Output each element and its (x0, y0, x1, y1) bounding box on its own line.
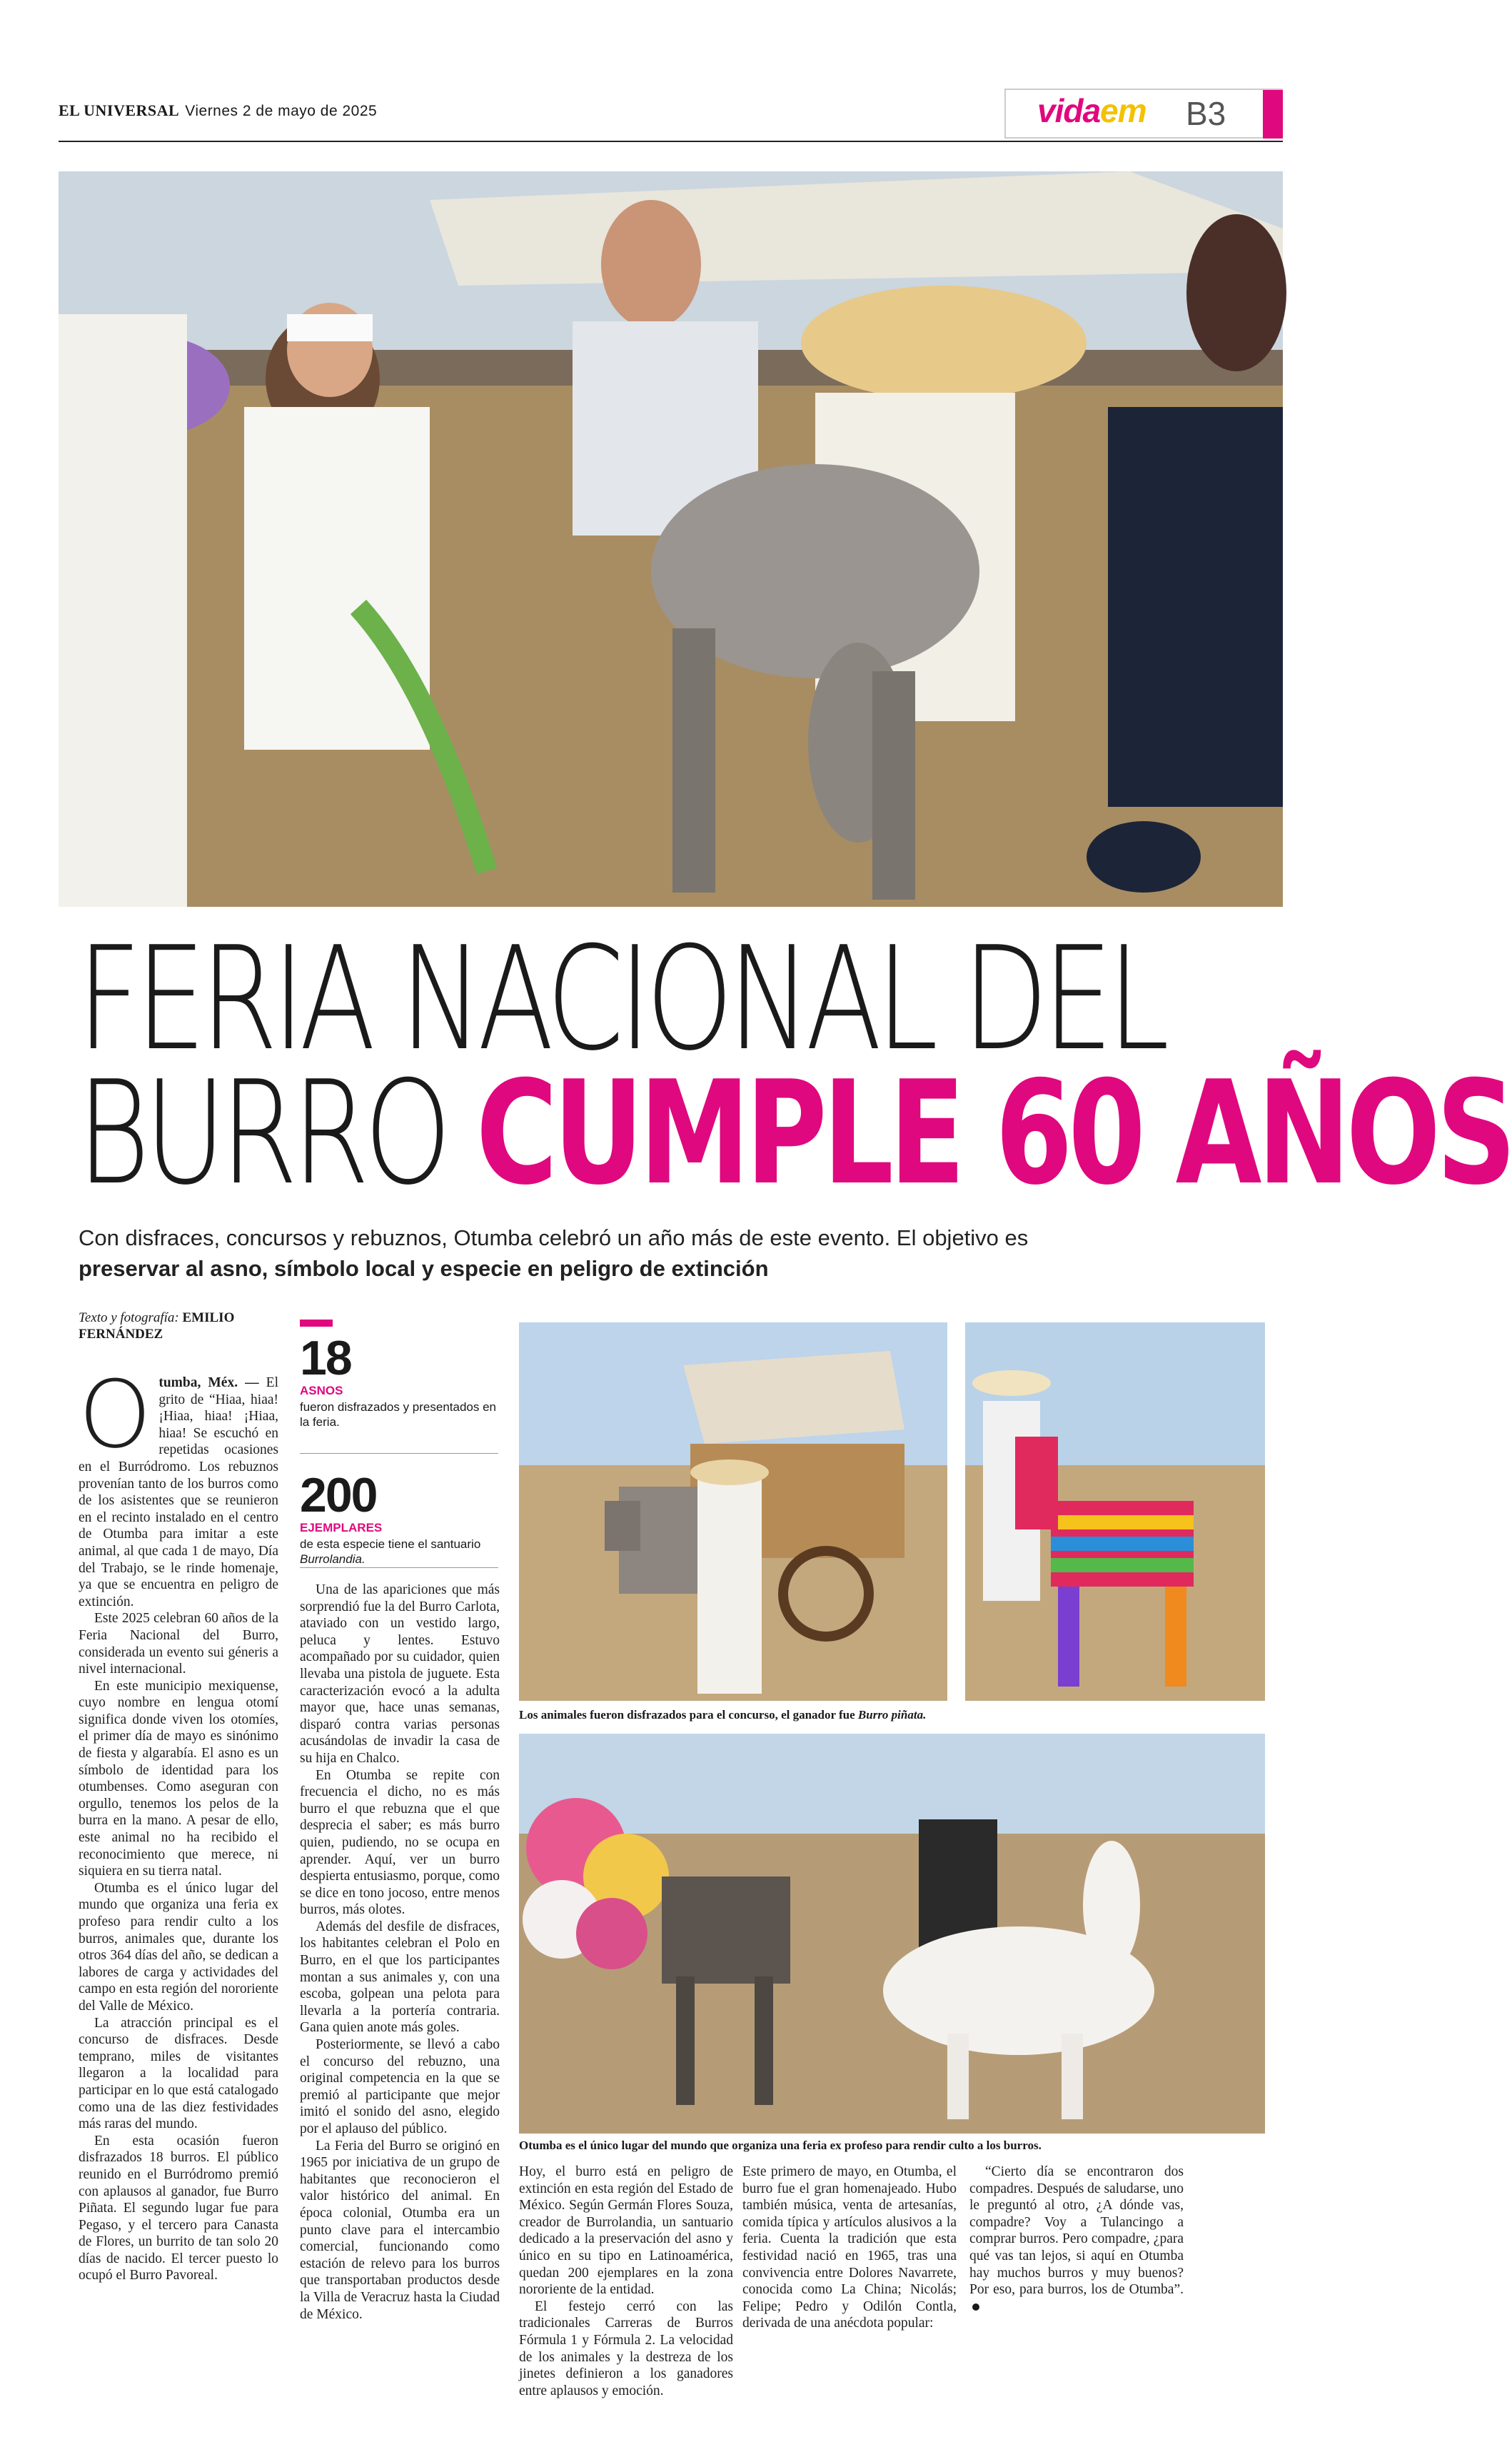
article-text: “Cierto día se encontraron dos compadres. Después de saludarse, uno le preguntó al otro, ¿A dónde vas, compadre? Voy a Tulancingo a comprar burros. Pero compadre, ¿para qué vas tan lejos, si aquí en Otumba hay muchos burros y muy buenos? Por eso, para burros, los de Otumba”. (969, 2164, 1184, 2298)
headline-highlight: CUMPLE 60 AÑOS (475, 1050, 1512, 1217)
article-paragraph: En este municipio mexiquense, cuyo nombre en lengua otomí significa donde viven los otomíes, el primer día de mayo es sinónimo de fiesta y algarabía. El asno es un símbolo de identidad para los otumbenses. Como aseguran con orgullo, tenemos los pelos de la burra en la mano. A pesar de ello, este animal no ha recibido el reconocimiento que merece, ni siquiera en su tierra natal. (79, 1678, 278, 1879)
section-color-tab (1263, 90, 1283, 139)
byline (79, 1310, 293, 1343)
hero-photo (59, 171, 1283, 907)
section-tag (1004, 89, 1283, 139)
byline-label: Texto y fotografía: (79, 1310, 179, 1325)
end-mark (972, 2303, 979, 2311)
section-name (1037, 91, 1146, 130)
article-column-5 (969, 2164, 1184, 2406)
article-column-2 (300, 1582, 500, 2353)
deck-bold: preservar al asno, símbolo local y especie en peligro de extinción (79, 1256, 769, 1282)
article-text: El grito de “Hiaa, hiaa! ¡Hiaa, hiaa! ¡Hiaa, hiaa! Se escuchó en repetidas ocasiones en el Burródromo. Los rebuznos provenían tanto de los burros como de los asistentes que se reunieron en el recinto instalado en el centro de Otumba para imitar a este animal, al que cada 1 de mayo, Día del Trabajo, se le rinde homenaje, ya que se encuentra en peligro de extinción. (79, 1375, 278, 1609)
headline-plain: BURRO (77, 1050, 446, 1217)
article-paragraph: Una de las apariciones que más sorprendió fue la del Burro Carlota, ataviado con un vestido largo, peluca y lentes. Estuvo acompañado por su cuidador, quien llevaba una pistola de juguete. Esta caracterización evocó a la adulta mayor que, hace unas semanas, disparó contra varias personas acusándolas de invadir la casa de su hija en Chalco. (300, 1582, 500, 1766)
caption-photo-2 (519, 1708, 1269, 1722)
byline-name: EMILIO FERNÁNDEZ (79, 1310, 235, 1342)
stat-label: EJEMPLARES (300, 1521, 383, 1534)
article-paragraph: Hoy, el burro está en peligro de extinción en esta región del Estado de México. Según Germán Flores Souza, creador de Burrolandia, un santuario dedicado a la preservación del asno y único en su tipo en Latinoamérica, quedan 200 ejemplares en la zona nororiente de la entidad. (519, 2164, 733, 2298)
article-column-4 (742, 2164, 957, 2406)
article-paragraph: La atracción principal es el concurso de disfraces. Desde temprano, miles de visitantes llegaron a la localidad para participar en lo que está catalogado como una de las diez festividades más raras del mundo. (79, 2015, 278, 2132)
stat-label: ASNOS (300, 1384, 343, 1397)
caption-text: Los animales fueron disfrazados para el concurso, el ganador fue (519, 1708, 855, 1722)
stat-divider (300, 1567, 498, 1568)
deck-plain: Con disfraces, concursos y rebuznos, Otumba celebró un año más de este evento. El objetivo es (79, 1225, 1029, 1250)
stat-divider (300, 1453, 498, 1454)
headline-line-1: FERIA NACIONAL DEL (77, 916, 1164, 1082)
article-dateline: tumba, Méx. — (158, 1375, 259, 1390)
issue-date: Viernes 2 de mayo de 2025 (185, 103, 378, 119)
article-paragraph: El festejo cerró con las tradicionales Carreras de Burros Fórmula 1 y Fórmula 2. La velocidad de los animales y la destreza de los jinetes definieron a los ganadores entre aplausos y emoción. (519, 2298, 733, 2398)
stat-ejemplares (300, 1468, 500, 1567)
stat-text (300, 1537, 500, 1567)
headline (77, 916, 1512, 1217)
caption-photo-3: Otumba es el único lugar del mundo que organiza una feria ex profeso para rendir culto a los burros. (519, 2139, 1042, 2152)
article-paragraph: Este 2025 celebran 60 años de la Feria Nacional del Burro, considerada un evento sui géneris a nivel internacional. (79, 1611, 278, 1677)
article-column-3 (519, 2164, 733, 2406)
section-name-b: em (1100, 92, 1146, 129)
photo-flower-illustration (519, 1734, 1265, 2134)
article-column-1 (79, 1360, 278, 2353)
photo-pinata-donkey (965, 1322, 1265, 1701)
stat-asnos (300, 1320, 500, 1430)
page-number: B3 (1186, 95, 1226, 132)
hero-photo-illustration (59, 171, 1283, 907)
article-paragraph (79, 1360, 278, 1610)
article-paragraph: La Feria del Burro se originó en 1965 por iniciativa de un grupo de habitantes que reconocieron el valor histórico del animal. En época colonial, Otumba era un punto clave para el intercambio comercial, funcionando como estación de relevo para los burros que transportaban productos desde la Villa de Veracruz hasta la Ciudad de México. (300, 2138, 500, 2322)
section-name-a: vida (1037, 92, 1101, 129)
headline-line-2 (77, 1050, 1512, 1217)
paper-name: EL UNIVERSAL (59, 101, 180, 119)
photo-cart-illustration (519, 1322, 947, 1701)
article-paragraph: Posteriormente, se llevó a cabo el concurso del rebuzno, una original competencia en la que se premió al participante que mejor imitó el sonido del asno, elegido por el aplauso del público. (300, 2037, 500, 2136)
article-paragraph: En esta ocasión fueron disfrazados 18 burros. El público reunido en el Burródromo premió con aplausos al ganador, fue Burro Piñata. El segundo lugar fue para Pegaso, y el tercero para Canasta de Flores, un burrito de tan solo 20 días de nacido. El tercer puesto lo ocupó el Burro Pavoreal. (79, 2133, 278, 2283)
stat-text: fueron disfrazados y presentados en la feria. (300, 1400, 497, 1429)
masthead (59, 101, 377, 120)
stat-accent-bar (300, 1320, 333, 1327)
photo-cart-donkey (519, 1322, 947, 1701)
article-paragraph: Otumba es el único lugar del mundo que organiza una feria ex profeso para rendir culto a los burros, animales que, durante los otros 364 días del año, se dedican a labores de carga y actividades del campo en esta región del nororiente del Valle de México. (79, 1880, 278, 2014)
page-header (59, 80, 1283, 142)
stat-number: 18 (300, 1331, 351, 1385)
article-paragraph: En Otumba se repite con frecuencia el dicho, no es más burro el que rebuzna que el que desprecia el saber; es más burro quien, pudiendo, no se ocupa en aprender. Aquí, ver un burro despierta entusiasmo, porque, como se dice en tono jocoso, entre menos burros, más olotes. (300, 1767, 500, 1918)
photo-flower-donkeys (519, 1734, 1265, 2134)
caption-italic: Burro piñata. (857, 1708, 927, 1722)
photo-pinata-illustration (965, 1322, 1265, 1701)
article-paragraph: Este primero de mayo, en Otumba, el burro fue el gran homenajeado. Hubo también música, venta de artesanías, comida típica y artículos alusivos a la feria. Cuenta la tradición que esta festividad nació en 1965, tras una convivencia entre Dolores Navarrete, conocida como La China; Nicolás; Felipe; Pedro y Odilón Contla, derivada de una anécdota popular: (742, 2164, 957, 2331)
stat-text-italic: Burrolandia. (300, 1552, 366, 1567)
stat-number: 200 (300, 1468, 377, 1522)
article-paragraph (969, 2164, 1184, 2315)
stat-text-plain: de esta especie tiene el santuario (300, 1537, 481, 1551)
article-paragraph: Además del desfile de disfraces, los habitantes celebran el Polo en Burro, en el que los participantes montan a sus animales y, con una escoba, golpean una pelota para llevarla a la portería contraria. Gana quien anote más goles. (300, 1919, 500, 2036)
deck (79, 1222, 1221, 1285)
drop-cap: O (79, 1360, 152, 1469)
